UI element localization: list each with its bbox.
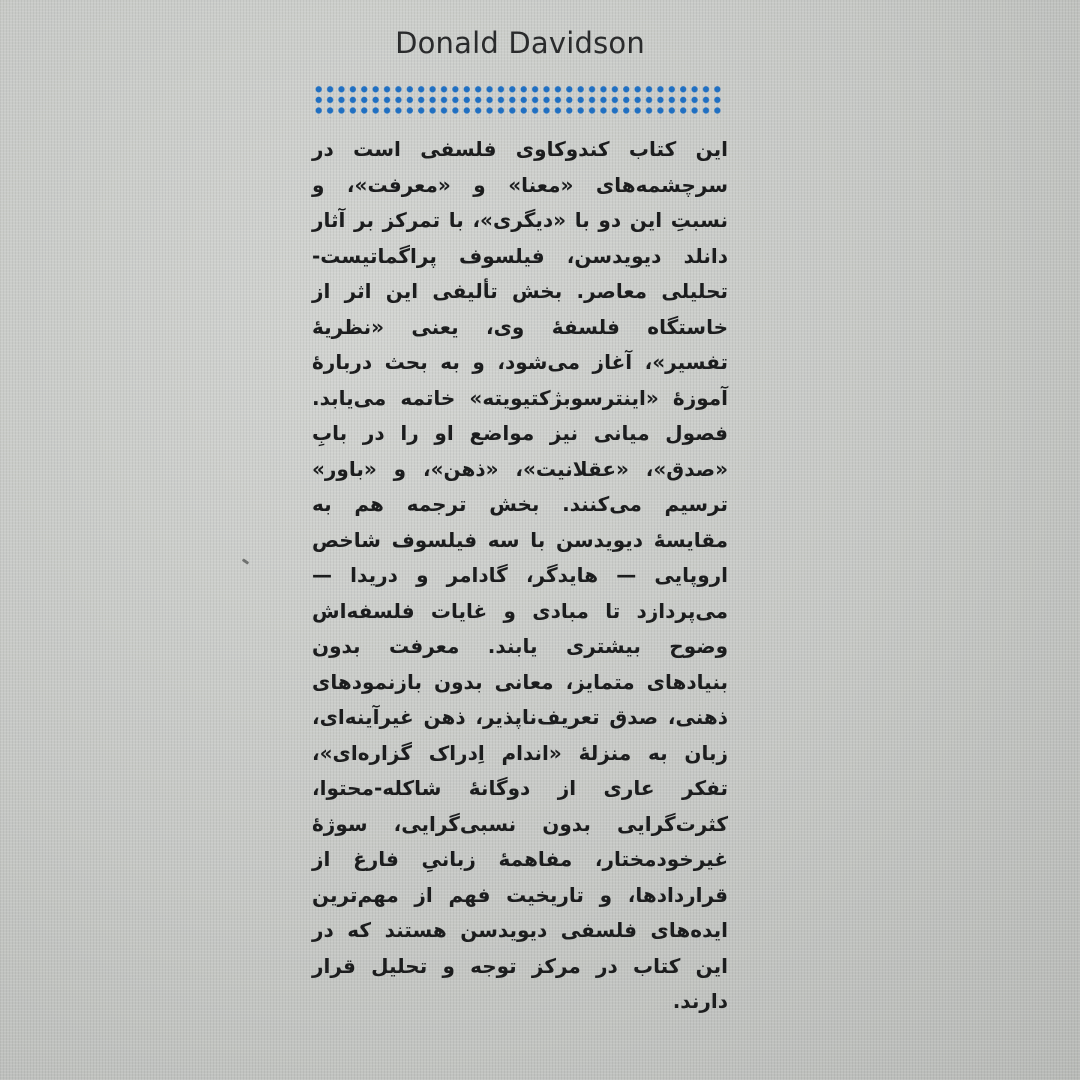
cover-blurb: این کتاب کندوکاوی فلسفی است در سرچشمه‌های «معنا» و «معرفت»، و نسبتِ این دو با «دیگری»، با تمرکز بر آثار دانلد دیویدسن، فیلسوف پراگماتیست-تحلیلی معاصر. بخش تألیفی این اثر از خاستگاه فلسفهٔ وی، یعنی «نظریهٔ تفسیر»، آغاز می‌شود، و به بحث دربارهٔ آموزهٔ «اینترسوبژکتیویته» خاتمه می‌یابد. فصول میانی نیز مواضع او را در بابِ «صدق»، «عقلانیت»، «ذهن»، و «باور» ترسیم می‌کنند. بخش ترجمه هم به مقایسهٔ دیویدسن با سه فیلسوف شاخص اروپایی — هایدگر، گادامر و دریدا — می‌پردازد تا مبادی و غایات فلسفه‌اش وضوح بیشتری یابند. معرفت بدون بنیادهای متمایز، معانی بدون بازنمودهای ذهنی، صدق تعریف‌ناپذیر، ذهن غیرآینه‌ای، زبان به منزلهٔ «اندام اِدراک گزاره‌ای»، تفکر عاری از دوگانهٔ شاکله-محتوا، کثرت‌گرایی بدون نسبی‌گرایی، سوژهٔ غیرخودمختار، مفاهمهٔ زبانیِ فارغ از قراردادها، و تاریخیت فهم از مهم‌ترین ایده‌های فلسفی دیویدسن هستند که در این کتاب در مرکز توجه و تحلیل قرار دارند. xyxy=(312,137,728,1013)
surface-mark xyxy=(242,558,249,564)
dot-pattern-divider xyxy=(313,84,725,118)
author-name: Donald Davidson xyxy=(395,26,645,60)
